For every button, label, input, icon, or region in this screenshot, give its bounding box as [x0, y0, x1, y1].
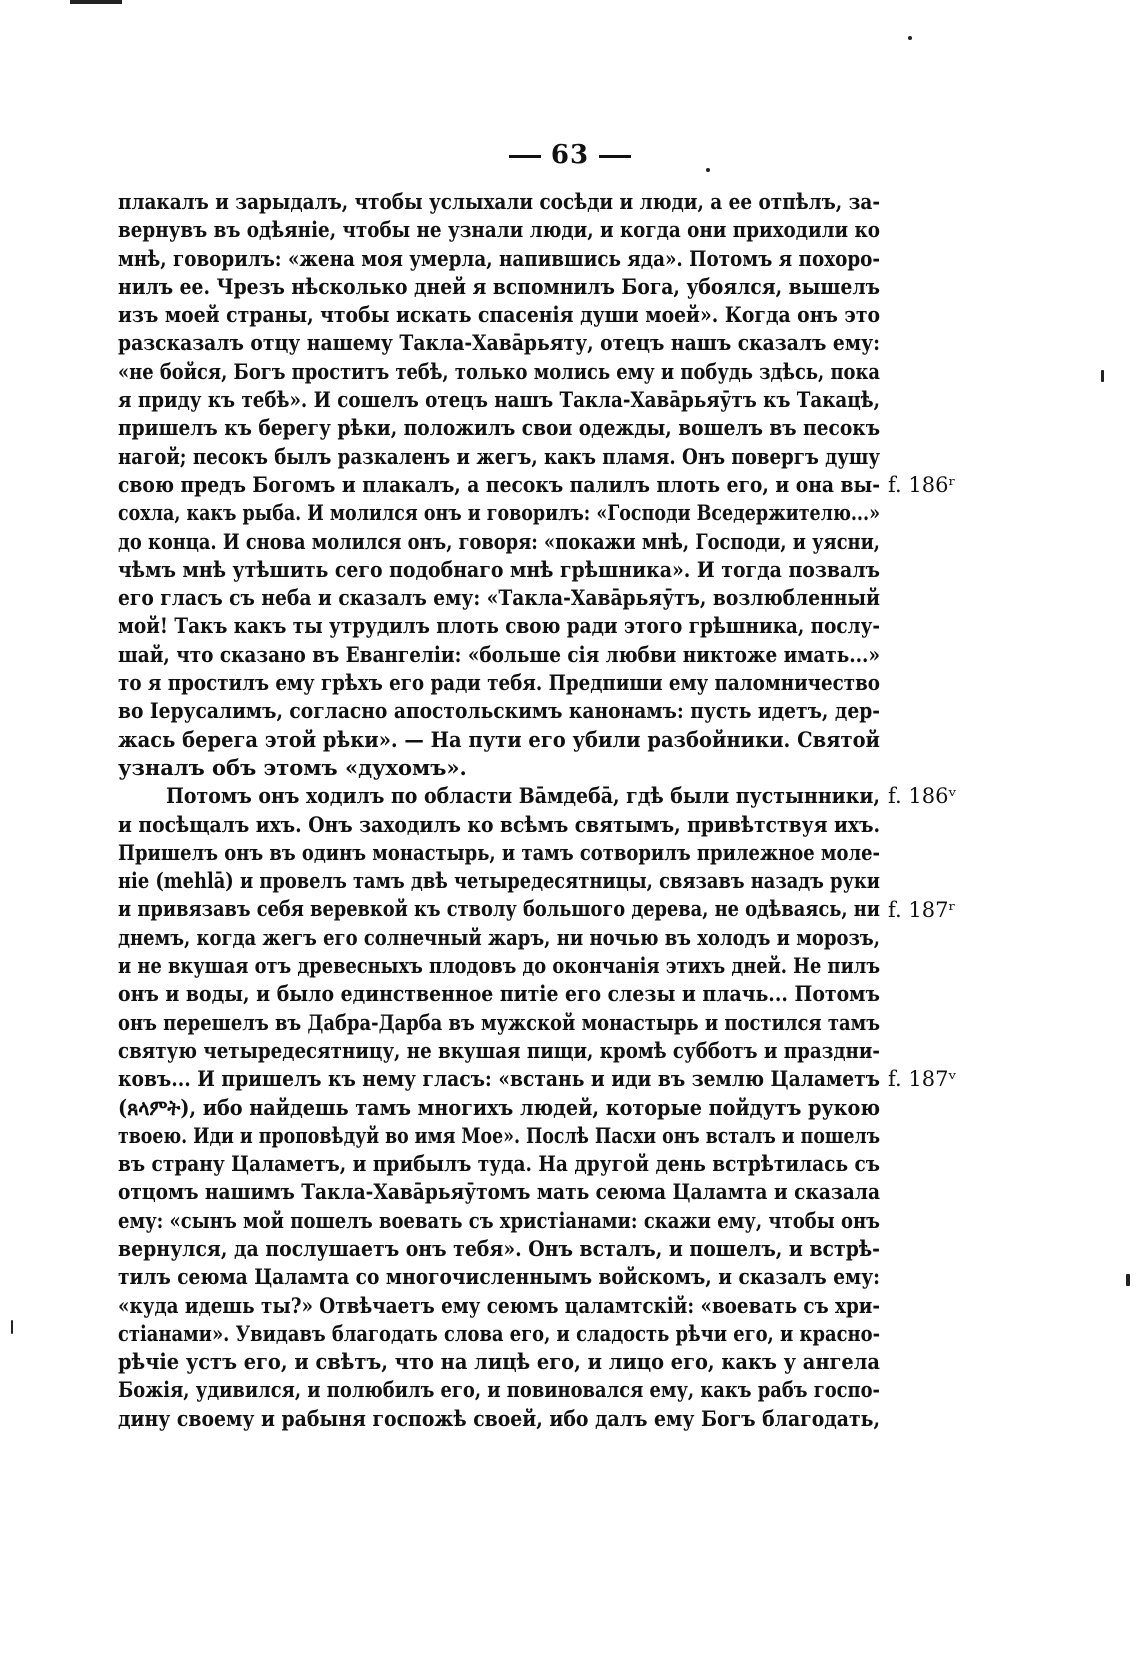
text-line	[118, 245, 880, 273]
text-line-content: нилъ ее. Чрезъ нѣсколько дней я вспомнилъ Бога, убоялся, вышелъ	[118, 273, 880, 299]
text-line-content: разсказалъ отцу нашему Такла-Хавāрьяту, отецъ нашъ сказалъ ему:	[118, 330, 880, 356]
text-line-content: я приду къ тебѣ». И сошелъ отецъ нашъ Такла-Хавāрьяӯтъ къ Такацѣ,	[118, 387, 880, 413]
text-line-content: онъ и воды, и было единственное питіе его слезы и плачь... Потомъ	[118, 981, 880, 1007]
text-line	[118, 641, 880, 669]
page-number: 63	[550, 140, 590, 170]
text-line-content: то я простилъ ему грѣхъ его ради тебя. Предпиши ему паломничество	[118, 670, 880, 696]
text-line-content: онъ перешелъ въ Дабра-Дарба въ мужской монастырь и постился тамъ	[118, 1009, 880, 1035]
text-line	[118, 386, 880, 414]
text-line	[118, 1235, 880, 1263]
text-line-content: Божія, удивился, и полюбилъ его, и повиновался ему, какъ рабъ госпо-	[118, 1377, 880, 1403]
folio-margin-note: f. 187ᵛ	[888, 1067, 957, 1092]
text-line	[118, 1320, 880, 1348]
text-line	[118, 1150, 880, 1178]
text-line-content: плакалъ и зарыдалъ, чтобы услыхали сосѣди и люди, а ее отпѣлъ, за-	[118, 189, 880, 214]
text-line	[118, 528, 880, 556]
text-line-content: его гласъ съ неба и сказалъ ему: «Такла-Хавāрьяӯтъ, возлюбленный	[118, 585, 880, 611]
text-line-content: «не бойся, Богъ проститъ тебѣ, только молись ему и побудь здѣсь, пока	[118, 358, 880, 384]
text-line-content: (ጸላምት), ибо найдешь тамъ многихъ людей, которые пойдутъ рукою	[118, 1094, 880, 1120]
text-line	[118, 754, 880, 782]
text-line-content: мнѣ, говорилъ: «жена моя умерла, напившись яда». Потомъ я похоро-	[118, 245, 880, 271]
text-line	[118, 1405, 880, 1433]
text-line	[118, 301, 880, 329]
folio-margin-note: f. 186ʳ	[888, 473, 956, 497]
text-line-content: чѣмъ мнѣ утѣшить сего подобнаго мнѣ грѣшника». И тогда позвалъ	[118, 556, 880, 582]
text-line	[118, 697, 880, 725]
text-line	[118, 1348, 880, 1376]
text-line-content: дину своему и рабыня госпожѣ своей, ибо далъ ему Богъ благодать,	[118, 1405, 880, 1431]
text-line	[118, 1122, 880, 1150]
text-line	[118, 273, 880, 301]
text-line	[118, 499, 880, 527]
body-text	[118, 188, 880, 1433]
text-line-content: стіанами». Увидавъ благодать слова его, и сладость рѣчи его, и красно-	[118, 1320, 880, 1346]
text-line	[118, 358, 880, 386]
text-line	[118, 1376, 880, 1404]
text-line	[118, 895, 880, 923]
speck	[11, 1320, 13, 1334]
text-line	[118, 867, 880, 895]
text-line	[118, 1094, 880, 1122]
header-dash-left	[509, 155, 541, 158]
text-line	[118, 782, 880, 810]
text-line	[118, 924, 880, 952]
text-line	[118, 811, 880, 839]
speck	[1126, 1274, 1130, 1286]
text-line-content: во Іерусалимъ, согласно апостольскимъ канонамъ: пусть идетъ, дер-	[118, 698, 880, 724]
text-line	[118, 1178, 880, 1206]
text-line-content: и посѣщалъ ихъ. Онъ заходилъ ко всѣмъ святымъ, привѣтствуя ихъ.	[118, 811, 880, 837]
text-line	[118, 980, 880, 1008]
text-line	[118, 952, 880, 980]
text-line	[118, 1207, 880, 1235]
text-line	[118, 1065, 880, 1093]
text-line	[118, 414, 880, 442]
text-line	[118, 612, 880, 640]
text-line-content: и не вкушая отъ древесныхъ плодовъ до окончанія этихъ дней. Не пилъ	[118, 953, 880, 979]
text-line	[118, 669, 880, 697]
text-line-content: до конца. И снова молился онъ, говоря: «покажи мнѣ, Господи, и уясни,	[118, 528, 880, 554]
text-line-content: сохла, какъ рыба. И молился онъ и говорилъ: «Господи Вседержителю...»	[118, 500, 880, 526]
text-line-content: жась берега этой рѣки». — На пути его убили разбойники. Святой	[118, 726, 880, 752]
text-line-content: пришелъ къ берегу рѣки, положилъ свои одежды, вошелъ въ песокъ	[118, 415, 880, 441]
folio-margin-note: f. 187ʳ	[888, 897, 956, 922]
text-line	[118, 188, 880, 216]
text-line	[118, 839, 880, 867]
text-line-content: вернувъ въ одѣяніе, чтобы не узнали люди, и когда они приходили ко	[118, 217, 880, 243]
text-line-content: узналъ объ этомъ «духомъ».	[118, 754, 467, 780]
text-line	[118, 1292, 880, 1320]
text-line-content: изъ моей страны, чтобы искать спасенія души моей». Когда онъ это	[118, 302, 880, 328]
text-line-content: святую четыредесятницу, не вкушая пищи, кромѣ субботъ и праздни-	[118, 1037, 880, 1063]
text-line-content: свою предъ Богомъ и плакалъ, а песокъ палилъ плоть его, и она вы-	[118, 471, 880, 497]
text-line-content: нагой; песокъ былъ разкаленъ и жегъ, какъ пламя. Онъ повергъ душу	[118, 443, 880, 469]
text-line	[118, 556, 880, 584]
text-line-content: твоею. Иди и проповѣдуй во имя Мое». Послѣ Пасхи онъ всталъ и пошелъ	[118, 1122, 880, 1148]
text-line	[118, 1037, 880, 1065]
page-header	[0, 140, 1140, 170]
text-line-content: отцомъ нашимъ Такла-Хавāрьяӯтомъ мать сеюма Цаламта и сказала	[118, 1179, 880, 1205]
speck	[908, 36, 912, 40]
header-dash-right	[599, 155, 631, 158]
text-line	[118, 443, 880, 471]
text-line	[118, 329, 880, 357]
text-line-content: рѣчіе устъ его, и свѣтъ, что на лицѣ его, и лицо его, какъ у ангела	[118, 1349, 880, 1375]
text-line-content: тилъ сеюма Цаламта со многочисленнымъ войскомъ, и сказалъ ему:	[118, 1264, 880, 1290]
text-line-content: «куда идешь ты?» Отвѣчаетъ ему сеюмъ цаламтскій: «воевать съ хри-	[118, 1292, 880, 1318]
text-line-content: днемъ, когда жегъ его солнечный жаръ, ни ночью въ холодъ и морозъ,	[118, 924, 880, 950]
speck	[1101, 370, 1104, 382]
text-line-content: мой! Такъ какъ ты утрудилъ плоть свою ради этого грѣшника, послу-	[118, 613, 880, 639]
text-line-content: ніе (mehlā) и провелъ тамъ двѣ четыредесятницы, связавъ назадъ руки	[118, 868, 880, 894]
text-line	[118, 1263, 880, 1291]
text-line-content: въ страну Цаламетъ, и прибылъ туда. На другой день встрѣтилась съ	[118, 1151, 880, 1177]
corner-mark	[70, 0, 122, 4]
text-line-content: и привязавъ себя веревкой къ стволу большого дерева, не одѣваясь, ни	[118, 896, 880, 922]
text-line-content: Пришелъ онъ въ одинъ монастырь, и тамъ сотворилъ прилежное моле-	[118, 839, 880, 865]
text-line	[118, 726, 880, 754]
text-line	[118, 1009, 880, 1037]
text-line-content: ковъ... И пришелъ къ нему гласъ: «встань и иди въ землю Цаламетъ	[118, 1066, 880, 1092]
text-line	[118, 584, 880, 612]
text-line-content: ему: «сынъ мой пошелъ воевать съ христіанами: скажи ему, чтобы онъ	[118, 1207, 880, 1233]
text-line	[118, 471, 880, 499]
folio-margin-note: f. 186ᵛ	[888, 784, 957, 809]
text-line-content: вернулся, да послушаетъ онъ тебя». Онъ всталъ, и пошелъ, и встрѣ-	[118, 1235, 880, 1261]
text-line-content: шай, что сказано въ Евангеліи: «больше сія любви никтоже имать...»	[118, 641, 880, 667]
text-line	[118, 216, 880, 244]
text-line-content: Потомъ онъ ходилъ по области Вāмдебā, гдѣ были пустынники,	[166, 783, 880, 809]
